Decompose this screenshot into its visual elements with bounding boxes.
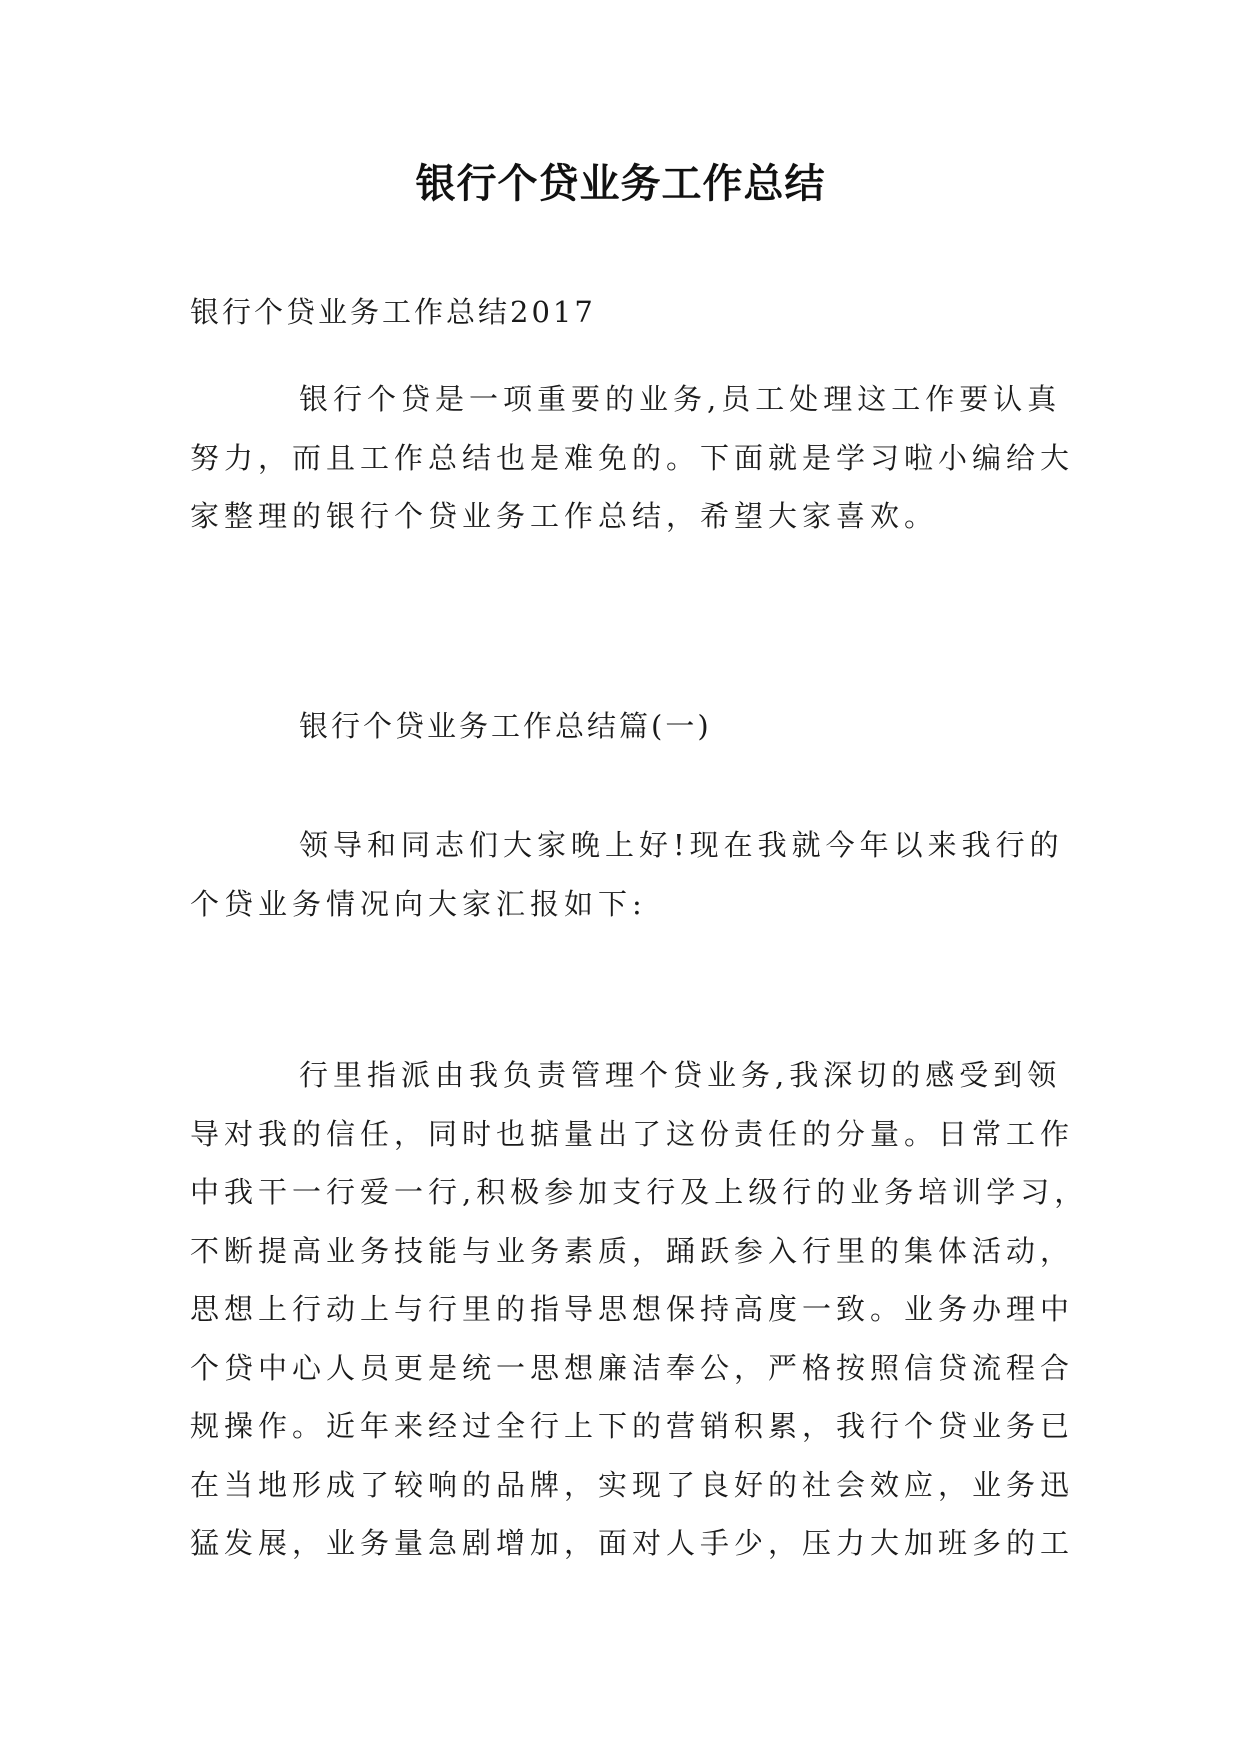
body-line: 个贷中心人员更是统一思想廉洁奉公，严格按照信贷流程合 [190,1350,1075,1385]
intro-line: 银行个贷是一项重要的业务,员工处理这工作要认真 [299,382,1062,416]
body-line: 不断提高业务技能与业务素质，踊跃参入行里的集体活动， [190,1233,1075,1268]
document-subtitle: 银行个贷业务工作总结2017 [190,295,596,329]
intro-line: 努力，而且工作总结也是难免的。下面就是学习啦小编给大 [190,440,1075,475]
body-line: 导对我的信任，同时也掂量出了这份责任的分量。日常工作 [190,1116,1075,1151]
body-line: 中我干一行爱一行,积极参加支行及上级行的业务培训学习， [190,1175,1089,1209]
body-line: 规操作。近年来经过全行上下的营销积累，我行个贷业务已 [190,1409,1075,1443]
body-line: 在当地形成了较响的品牌，实现了良好的社会效应，业务迅 [190,1467,1075,1502]
body-paragraph [190,1046,1089,1573]
greeting-paragraph [190,816,1064,933]
body-line: 行里指派由我负责管理个贷业务,我深切的感受到领 [299,1058,1062,1092]
body-line: 猛发展，业务量急剧增加，面对人手少，压力大加班多的工 [190,1526,1075,1560]
greeting-line: 领导和同志们大家晚上好!现在我就今年以来我行的 [299,828,1064,862]
section-heading: 银行个贷业务工作总结篇(一) [299,709,712,743]
intro-line: 家整理的银行个贷业务工作总结，希望大家喜欢。 [190,499,939,533]
greeting-line: 个贷业务情况向大家汇报如下: [190,886,647,921]
body-line: 思想上行动上与行里的指导思想保持高度一致。业务办理中 [190,1292,1075,1326]
document-title: 银行个贷业务工作总结 [415,160,826,207]
intro-paragraph [190,370,1075,546]
